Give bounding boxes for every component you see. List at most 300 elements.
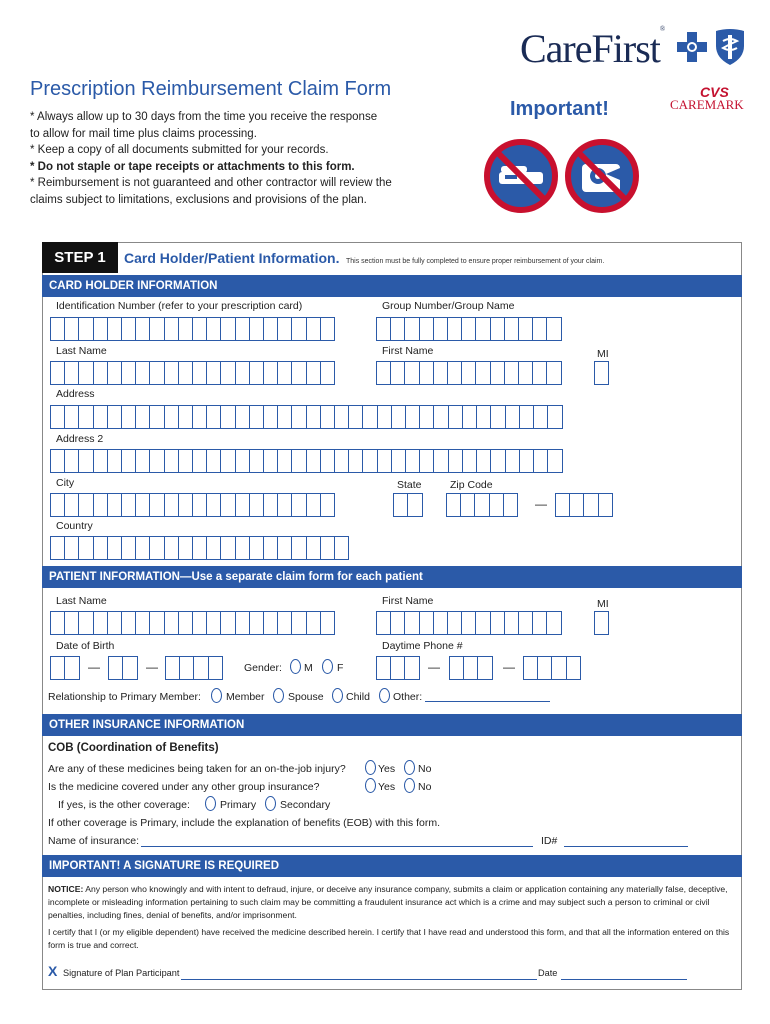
char-box[interactable]: [108, 656, 123, 680]
char-box[interactable]: [149, 361, 164, 385]
char-box[interactable]: [93, 449, 108, 473]
char-box[interactable]: [235, 317, 250, 341]
char-box[interactable]: [518, 361, 533, 385]
char-box[interactable]: [135, 493, 150, 517]
char-box[interactable]: [93, 493, 108, 517]
char-box[interactable]: [433, 449, 448, 473]
insurance-name-input[interactable]: [141, 846, 533, 847]
char-box[interactable]: [306, 405, 321, 429]
char-box[interactable]: [122, 656, 137, 680]
id-number-field[interactable]: [50, 317, 334, 341]
char-box[interactable]: [390, 611, 405, 635]
char-box[interactable]: [546, 611, 561, 635]
char-box[interactable]: [121, 536, 136, 560]
char-box[interactable]: [320, 317, 335, 341]
char-box[interactable]: [277, 317, 292, 341]
char-box[interactable]: [405, 449, 420, 473]
char-box[interactable]: [192, 317, 207, 341]
char-box[interactable]: [503, 493, 518, 517]
char-box[interactable]: [547, 449, 562, 473]
rel-member-radio[interactable]: [211, 688, 222, 703]
char-box[interactable]: [477, 656, 492, 680]
char-box[interactable]: [164, 361, 179, 385]
rel-spouse-radio[interactable]: [273, 688, 284, 703]
char-box[interactable]: [192, 536, 207, 560]
char-box[interactable]: [206, 449, 221, 473]
char-box[interactable]: [460, 493, 475, 517]
char-box[interactable]: [249, 493, 264, 517]
char-box[interactable]: [64, 405, 79, 429]
char-box[interactable]: [475, 361, 490, 385]
char-box[interactable]: [555, 493, 570, 517]
char-box[interactable]: [107, 611, 122, 635]
pt-first-name-label: First Name: [382, 595, 434, 607]
char-box[interactable]: [179, 656, 194, 680]
char-box[interactable]: [537, 656, 552, 680]
char-box[interactable]: [407, 493, 422, 517]
state-field[interactable]: [393, 493, 421, 517]
char-box[interactable]: [504, 361, 519, 385]
char-box[interactable]: [121, 611, 136, 635]
char-box[interactable]: [78, 361, 93, 385]
char-box[interactable]: [93, 405, 108, 429]
char-box[interactable]: [93, 317, 108, 341]
char-box[interactable]: [64, 449, 79, 473]
char-box[interactable]: [164, 493, 179, 517]
char-box[interactable]: [291, 449, 306, 473]
char-box[interactable]: [178, 536, 193, 560]
phone-prefix-field[interactable]: [449, 656, 492, 680]
char-box[interactable]: [376, 611, 391, 635]
char-box[interactable]: [376, 317, 391, 341]
char-box[interactable]: [505, 405, 520, 429]
char-box[interactable]: [306, 493, 321, 517]
char-box[interactable]: [193, 656, 208, 680]
char-box[interactable]: [220, 449, 235, 473]
char-box[interactable]: [291, 536, 306, 560]
char-box[interactable]: [235, 361, 250, 385]
char-box[interactable]: [448, 449, 463, 473]
char-box[interactable]: [320, 493, 335, 517]
char-box[interactable]: [164, 611, 179, 635]
char-box[interactable]: [334, 449, 349, 473]
char-box[interactable]: [583, 493, 598, 517]
char-box[interactable]: [277, 361, 292, 385]
char-box[interactable]: [476, 449, 491, 473]
gender-m-radio[interactable]: [290, 659, 301, 674]
zip-label: Zip Code: [450, 479, 493, 491]
coverage-question: If yes, is the other coverage:: [58, 799, 190, 811]
char-box[interactable]: [419, 405, 434, 429]
char-box[interactable]: [461, 317, 476, 341]
group-number-field[interactable]: [376, 317, 561, 341]
char-box[interactable]: [348, 405, 363, 429]
state-label: State: [397, 479, 422, 491]
char-box[interactable]: [249, 449, 264, 473]
pt-mi-field[interactable]: [594, 611, 608, 635]
char-box[interactable]: [50, 611, 65, 635]
ch-last-name-field[interactable]: [50, 361, 334, 385]
char-box[interactable]: [50, 493, 65, 517]
char-box[interactable]: [178, 405, 193, 429]
no-staple-icon: [483, 138, 559, 214]
char-box[interactable]: [235, 493, 250, 517]
char-box[interactable]: [50, 405, 65, 429]
char-box[interactable]: [519, 405, 534, 429]
char-box[interactable]: [235, 405, 250, 429]
char-box[interactable]: [320, 361, 335, 385]
char-box[interactable]: [135, 405, 150, 429]
char-box[interactable]: [149, 405, 164, 429]
char-box[interactable]: [263, 493, 278, 517]
char-box[interactable]: [107, 449, 122, 473]
char-box[interactable]: [50, 317, 65, 341]
date-input[interactable]: [561, 979, 687, 980]
char-box[interactable]: [249, 611, 264, 635]
char-box[interactable]: [320, 611, 335, 635]
char-box[interactable]: [149, 449, 164, 473]
char-box[interactable]: [50, 449, 65, 473]
group-ins-yes-label: Yes: [378, 781, 396, 793]
group-insurance-question: Is the medicine covered under any other group insurance?: [48, 781, 320, 793]
char-box[interactable]: [235, 536, 250, 560]
char-box[interactable]: [64, 317, 79, 341]
rel-other-radio[interactable]: [379, 688, 390, 703]
char-box[interactable]: [107, 536, 122, 560]
char-box[interactable]: [78, 611, 93, 635]
char-box[interactable]: [135, 361, 150, 385]
char-box[interactable]: [263, 317, 278, 341]
char-box[interactable]: [447, 611, 462, 635]
char-box[interactable]: [149, 536, 164, 560]
char-box[interactable]: [164, 317, 179, 341]
char-box[interactable]: [178, 493, 193, 517]
char-box[interactable]: [93, 611, 108, 635]
char-box[interactable]: [306, 536, 321, 560]
char-box[interactable]: [533, 449, 548, 473]
phone-line-field[interactable]: [523, 656, 580, 680]
char-box[interactable]: [377, 405, 392, 429]
char-box[interactable]: [490, 449, 505, 473]
char-box[interactable]: [107, 361, 122, 385]
char-box[interactable]: [64, 611, 79, 635]
char-box[interactable]: [518, 317, 533, 341]
char-box[interactable]: [263, 536, 278, 560]
char-box[interactable]: [551, 656, 566, 680]
char-box[interactable]: [178, 449, 193, 473]
injury-yes-radio[interactable]: [365, 760, 376, 775]
gender-f-radio[interactable]: [322, 659, 333, 674]
char-box[interactable]: [523, 656, 538, 680]
char-box[interactable]: [504, 317, 519, 341]
char-box[interactable]: [121, 449, 136, 473]
char-box[interactable]: [164, 449, 179, 473]
char-box[interactable]: [291, 361, 306, 385]
char-box[interactable]: [404, 611, 419, 635]
dob-day-field[interactable]: [108, 656, 136, 680]
char-box[interactable]: [135, 611, 150, 635]
group-ins-yes-radio[interactable]: [365, 778, 376, 793]
date-label: Date: [538, 968, 558, 978]
address2-field[interactable]: [50, 449, 561, 473]
cvs-logo-text: CVS: [700, 84, 729, 100]
char-box[interactable]: [390, 361, 405, 385]
char-box[interactable]: [362, 405, 377, 429]
char-box[interactable]: [433, 317, 448, 341]
char-box[interactable]: [78, 449, 93, 473]
char-box[interactable]: [320, 405, 335, 429]
char-box[interactable]: [598, 493, 613, 517]
char-box[interactable]: [462, 449, 477, 473]
ch-mi-field[interactable]: [594, 361, 608, 385]
char-box[interactable]: [490, 317, 505, 341]
char-box[interactable]: [208, 656, 223, 680]
char-box[interactable]: [505, 449, 520, 473]
char-box[interactable]: [594, 361, 609, 385]
insurance-id-input[interactable]: [564, 846, 688, 847]
other-insurance-section-header: OTHER INSURANCE INFORMATION: [42, 714, 742, 736]
blue-cross-icon: [676, 31, 708, 63]
blue-shield-icon: [714, 28, 746, 66]
char-box[interactable]: [78, 493, 93, 517]
char-box[interactable]: [165, 656, 180, 680]
char-box[interactable]: [461, 361, 476, 385]
char-box[interactable]: [446, 493, 461, 517]
char-box[interactable]: [277, 405, 292, 429]
city-field[interactable]: [50, 493, 334, 517]
char-box[interactable]: [149, 493, 164, 517]
char-box[interactable]: [164, 536, 179, 560]
char-box[interactable]: [489, 493, 504, 517]
char-box[interactable]: [390, 317, 405, 341]
char-box[interactable]: [64, 361, 79, 385]
char-box[interactable]: [277, 611, 292, 635]
char-box[interactable]: [419, 317, 434, 341]
char-box[interactable]: [474, 493, 489, 517]
char-box[interactable]: [490, 361, 505, 385]
signature-input[interactable]: [181, 979, 537, 980]
char-box[interactable]: [220, 361, 235, 385]
char-box[interactable]: [306, 317, 321, 341]
char-box[interactable]: [377, 449, 392, 473]
char-box[interactable]: [178, 611, 193, 635]
char-box[interactable]: [504, 611, 519, 635]
char-box[interactable]: [376, 361, 391, 385]
char-box[interactable]: [164, 405, 179, 429]
char-box[interactable]: [107, 317, 122, 341]
char-box[interactable]: [263, 361, 278, 385]
char-box[interactable]: [135, 317, 150, 341]
char-box[interactable]: [277, 449, 292, 473]
char-box[interactable]: [50, 536, 65, 560]
char-box[interactable]: [291, 493, 306, 517]
char-box[interactable]: [192, 405, 207, 429]
char-box[interactable]: [121, 361, 136, 385]
char-box[interactable]: [532, 317, 547, 341]
certify-text: I certify that I (or my eligible dependent) have received the medicine described herein. I certify that I have read and understood this form, and that all the information entered on this form is true and correct.: [48, 927, 730, 951]
char-box[interactable]: [107, 405, 122, 429]
char-box[interactable]: [235, 449, 250, 473]
char-box[interactable]: [121, 317, 136, 341]
char-box[interactable]: [547, 405, 562, 429]
char-box[interactable]: [391, 405, 406, 429]
zip-plus4-field[interactable]: [555, 493, 612, 517]
address2-label: Address 2: [56, 433, 104, 445]
char-box[interactable]: [475, 317, 490, 341]
char-box[interactable]: [334, 536, 349, 560]
pt-last-name-label: Last Name: [56, 595, 107, 607]
char-box[interactable]: [320, 536, 335, 560]
char-box[interactable]: [291, 611, 306, 635]
group-ins-no-radio[interactable]: [404, 778, 415, 793]
char-box[interactable]: [50, 656, 65, 680]
char-box[interactable]: [433, 611, 448, 635]
char-box[interactable]: [569, 493, 584, 517]
char-box[interactable]: [206, 493, 221, 517]
rel-child-radio[interactable]: [332, 688, 343, 703]
char-box[interactable]: [594, 611, 609, 635]
char-box[interactable]: [192, 493, 207, 517]
char-box[interactable]: [78, 536, 93, 560]
char-box[interactable]: [419, 449, 434, 473]
char-box[interactable]: [533, 405, 548, 429]
char-box[interactable]: [448, 405, 463, 429]
step-note: This section must be fully completed to ensure proper reimbursement of your claim.: [346, 258, 605, 265]
phone-label: Daytime Phone #: [382, 640, 463, 652]
char-box[interactable]: [249, 317, 264, 341]
char-box[interactable]: [419, 361, 434, 385]
char-box[interactable]: [220, 611, 235, 635]
phone-area-field[interactable]: [376, 656, 419, 680]
char-box[interactable]: [461, 611, 476, 635]
char-box[interactable]: [391, 449, 406, 473]
char-box[interactable]: [532, 361, 547, 385]
char-box[interactable]: [291, 405, 306, 429]
ch-first-name-field[interactable]: [376, 361, 561, 385]
char-box[interactable]: [135, 449, 150, 473]
char-box[interactable]: [490, 611, 505, 635]
char-box[interactable]: [518, 611, 533, 635]
coverage-primary-radio[interactable]: [205, 796, 216, 811]
char-box[interactable]: [64, 536, 79, 560]
char-box[interactable]: [78, 405, 93, 429]
char-box[interactable]: [476, 405, 491, 429]
char-box[interactable]: [178, 361, 193, 385]
char-box[interactable]: [306, 611, 321, 635]
char-box[interactable]: [390, 656, 405, 680]
char-box[interactable]: [546, 317, 561, 341]
char-box[interactable]: [419, 611, 434, 635]
char-box[interactable]: [404, 317, 419, 341]
char-box[interactable]: [449, 656, 464, 680]
phone-dash-1: —: [428, 660, 440, 674]
pt-last-name-field[interactable]: [50, 611, 334, 635]
char-box[interactable]: [393, 493, 408, 517]
dob-month-field[interactable]: [50, 656, 78, 680]
char-box[interactable]: [405, 405, 420, 429]
char-box[interactable]: [490, 405, 505, 429]
char-box[interactable]: [566, 656, 581, 680]
char-box[interactable]: [475, 611, 490, 635]
char-box[interactable]: [206, 361, 221, 385]
char-box[interactable]: [220, 405, 235, 429]
char-box[interactable]: [447, 361, 462, 385]
char-box[interactable]: [277, 493, 292, 517]
char-box[interactable]: [192, 449, 207, 473]
char-box[interactable]: [93, 361, 108, 385]
char-box[interactable]: [220, 536, 235, 560]
char-box[interactable]: [334, 405, 349, 429]
dob-year-field[interactable]: [165, 656, 222, 680]
char-box[interactable]: [546, 361, 561, 385]
char-box[interactable]: [362, 449, 377, 473]
char-box[interactable]: [149, 611, 164, 635]
injury-no-radio[interactable]: [404, 760, 415, 775]
char-box[interactable]: [107, 493, 122, 517]
char-box[interactable]: [306, 361, 321, 385]
char-box[interactable]: [291, 317, 306, 341]
char-box[interactable]: [263, 611, 278, 635]
char-box[interactable]: [320, 449, 335, 473]
char-box[interactable]: [462, 405, 477, 429]
char-box[interactable]: [206, 405, 221, 429]
char-box[interactable]: [263, 405, 278, 429]
country-field[interactable]: [50, 536, 348, 560]
char-box[interactable]: [206, 317, 221, 341]
char-box[interactable]: [149, 317, 164, 341]
char-box[interactable]: [192, 611, 207, 635]
char-box[interactable]: [135, 536, 150, 560]
char-box[interactable]: [404, 361, 419, 385]
char-box[interactable]: [463, 656, 478, 680]
dob-dash-1: —: [88, 660, 100, 674]
char-box[interactable]: [433, 361, 448, 385]
char-box[interactable]: [78, 317, 93, 341]
char-box[interactable]: [93, 536, 108, 560]
char-box[interactable]: [178, 317, 193, 341]
zip-field[interactable]: [446, 493, 517, 517]
rel-other-input[interactable]: [425, 701, 550, 702]
char-box[interactable]: [64, 656, 79, 680]
char-box[interactable]: [532, 611, 547, 635]
char-box[interactable]: [64, 493, 79, 517]
char-box[interactable]: [447, 317, 462, 341]
char-box[interactable]: [220, 317, 235, 341]
char-box[interactable]: [376, 656, 391, 680]
char-box[interactable]: [249, 536, 264, 560]
char-box[interactable]: [206, 611, 221, 635]
char-box[interactable]: [433, 405, 448, 429]
char-box[interactable]: [235, 611, 250, 635]
char-box[interactable]: [192, 361, 207, 385]
char-box[interactable]: [220, 493, 235, 517]
char-box[interactable]: [263, 449, 278, 473]
char-box[interactable]: [206, 536, 221, 560]
char-box[interactable]: [249, 405, 264, 429]
char-box[interactable]: [50, 361, 65, 385]
char-box[interactable]: [277, 536, 292, 560]
char-box[interactable]: [519, 449, 534, 473]
char-box[interactable]: [306, 449, 321, 473]
char-box[interactable]: [404, 656, 419, 680]
char-box[interactable]: [121, 405, 136, 429]
char-box[interactable]: [348, 449, 363, 473]
char-box[interactable]: [249, 361, 264, 385]
pt-first-name-field[interactable]: [376, 611, 561, 635]
address-field[interactable]: [50, 405, 561, 429]
coverage-secondary-radio[interactable]: [265, 796, 276, 811]
char-box[interactable]: [121, 493, 136, 517]
